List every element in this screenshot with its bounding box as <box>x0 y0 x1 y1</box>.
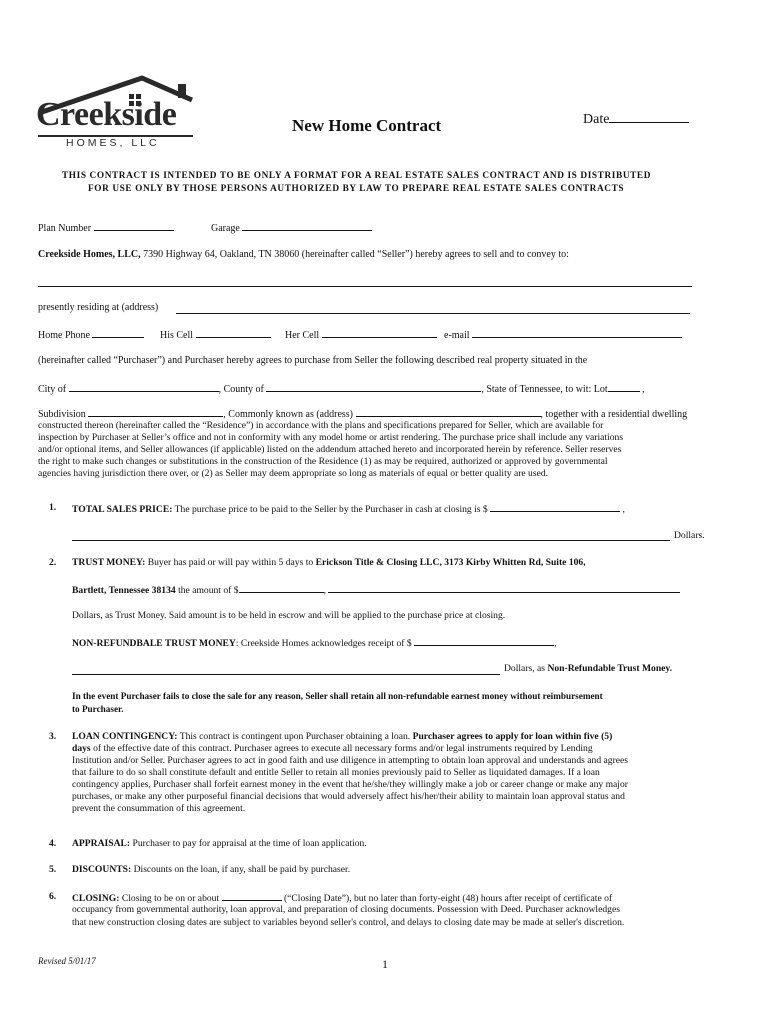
seller-text: 7390 Highway 64, Oakland, TN 38060 (hereinafter called “Seller”) hereby agrees to sell and to convey to: <box>143 249 569 260</box>
state-label: , State of Tennessee, to wit: Lot <box>481 384 608 395</box>
purchaser-name-line[interactable] <box>38 286 692 287</box>
his-cell-field[interactable] <box>160 328 271 342</box>
section-1-dollars: Dollars. <box>674 530 705 541</box>
paragraph-line: contingency applies, Purchaser shall forfeit earnest money in the event that he/she/they willingly make a job or career change or make any major <box>72 779 628 790</box>
seller-line <box>38 248 569 261</box>
company-logo <box>34 72 199 152</box>
seller-name: Creekside Homes, LLC, <box>38 249 141 260</box>
garage-label: Garage <box>211 223 240 234</box>
section-6-text: Closing to be on or about <box>121 893 220 904</box>
section-number: 6. <box>49 891 57 902</box>
section-number: 1. <box>49 502 57 513</box>
paragraph-line: agencies having jurisdiction there over, or (2) as Seller may deem appropriate so long as materials of equal or better quality are used. <box>38 468 549 479</box>
non-refundable-dollars-bold: Non-Refundable Trust Money. <box>547 663 673 674</box>
section-2-line-1 <box>72 557 586 569</box>
paragraph-line: that failure to do so shall constitute default and entitle Seller to retain all monies previously paid to Seller as liquidated damages. If a loan <box>72 767 600 778</box>
section-5-heading: DISCOUNTS: <box>72 864 132 875</box>
section-5-line <box>72 864 350 876</box>
plan-number-label: Plan Number <box>38 223 92 234</box>
date-field[interactable] <box>583 112 689 128</box>
residing-label: presently residing at (address) <box>38 302 159 313</box>
logo-subtitle: HOMES, LLC <box>66 137 160 149</box>
paragraph-line: prevent the consummation of this agreement. <box>72 803 246 814</box>
section-3-text: of the effective date of this contract. Purchaser agrees to execute all necessary forms and/or legal instruments required by Lending <box>93 743 593 754</box>
city-label: City of <box>38 384 67 395</box>
her-cell-field[interactable] <box>285 328 437 342</box>
email-field[interactable] <box>444 328 682 342</box>
paragraph-line: purchases, or make any other purposeful financial decisions that would adversely affect his/her/their ability to maintain loan approval status and <box>72 791 625 802</box>
section-3-line-2 <box>72 743 593 755</box>
plan-number-field[interactable] <box>38 221 174 235</box>
section-3-line-1 <box>72 731 612 743</box>
section-2-heading: TRUST MONEY: <box>72 557 146 568</box>
revised-date: Revised 5/01/17 <box>38 956 96 966</box>
city-county-line[interactable]: City of , County of , State of Tennessee, to wit: Lot , <box>38 384 645 395</box>
non-refundable-heading: NON-REFUNDBALE TRUST MONEY <box>72 638 236 649</box>
section-3-text: This contract is contingent upon Purchaser obtaining a loan. <box>179 731 411 742</box>
subdivision-label: Subdivision <box>38 409 86 420</box>
section-3-heading: LOAN CONTINGENCY: <box>72 731 178 742</box>
section-3-bold-text: Purchaser agrees to apply for loan within five (5) <box>412 731 613 742</box>
section-6-line-1[interactable] <box>72 891 612 905</box>
section-number: 5. <box>49 864 57 875</box>
non-refundable-line[interactable]: NON-REFUNDBALE TRUST MONEY: Creekside Homes acknowledges receipt of $ , <box>72 638 557 649</box>
title-company: Erickson Title & Closing LLC, 3173 Kirby Whitten Rd, Suite 106, <box>315 557 586 568</box>
section-4-text: Purchaser to pay for appraisal at the time of loan application. <box>132 838 367 849</box>
her-cell-label: Her Cell <box>285 330 320 341</box>
section-4-line <box>72 838 367 850</box>
non-refundable-dollars-text: Dollars, as <box>504 663 546 674</box>
paragraph-line: that new construction closing dates are subject to variables beyond seller's control, and delays to closing date may be made at seller's discretion. <box>72 917 625 928</box>
county-label: , County of <box>218 384 264 395</box>
section-2-line-2[interactable]: Bartlett, Tennessee 38134 the amount of $ , <box>72 583 680 597</box>
forfeit-line-2: to Purchaser. <box>72 704 124 714</box>
section-6-text: (“Closing Date”), but no later than forty-eight (48) hours after receipt of certificate of <box>283 893 613 904</box>
section-number: 2. <box>49 557 57 568</box>
amount-label: the amount of $ <box>178 585 239 596</box>
paragraph-line: inspection by Purchaser at Seller’s office and not in conformity with any model home or artist rendering. The purchase price shall include any variations <box>38 432 624 443</box>
paragraph-line: and/or optional items, and Seller allowances (if applicable) listed on the addendum attached hereto and incorporated herein by reference. Seller reserves <box>38 444 622 455</box>
email-label: e-mail <box>444 330 470 341</box>
page-number: 1 <box>382 957 388 971</box>
trust-money-statement: Dollars, as Trust Money. Said amount is to be held in escrow and will be applied to the purchase price at closing. <box>72 610 506 621</box>
page-title: New Home Contract <box>292 116 442 135</box>
home-phone-label: Home Phone <box>38 330 90 341</box>
sales-price-words-line[interactable] <box>72 540 670 541</box>
logo-name: Creekside <box>36 96 177 133</box>
section-1-heading: TOTAL SALES PRICE: <box>72 504 173 515</box>
subdivision-line[interactable] <box>38 407 687 421</box>
commonly-known-label: , Commonly known as (address) <box>223 409 354 420</box>
disclaimer-line-1: THIS CONTRACT IS INTENDED TO BE ONLY A FORMAT FOR A REAL ESTATE SALES CONTRACT AND IS DISTRIBUTED <box>62 171 652 181</box>
section-5-text: Discounts on the loan, if any, shall be paid by purchaser. <box>133 864 351 875</box>
paragraph-line: Institution and/or Seller. Purchaser agrees to act in good faith and use diligence in attempting to obtain loan approval and understands and agrees <box>72 755 629 766</box>
paragraph-line: the right to make such changes or substitutions in the construction of the Residence (1) as may be required, authorized or approved by governmental <box>38 456 608 467</box>
home-phone-field[interactable] <box>38 328 144 342</box>
non-refundable-dollars <box>504 663 672 675</box>
non-refundable-words-line[interactable] <box>72 674 500 675</box>
section-2-text: Buyer has paid or will pay within 5 days to <box>147 557 314 568</box>
section-3-days: days <box>72 743 91 754</box>
section-number: 4. <box>49 838 57 849</box>
residing-address-line[interactable] <box>176 313 690 314</box>
section-number: 3. <box>49 731 57 742</box>
section-1-text: The purchase price to be paid to the Seller by the Purchaser in cash at closing is $ <box>174 504 488 515</box>
together-label: , together with a residential dwelling <box>540 409 688 420</box>
his-cell-label: His Cell <box>160 330 194 341</box>
section-6-heading: CLOSING: <box>72 893 120 904</box>
section-4-heading: APPRAISAL: <box>72 838 131 849</box>
garage-field[interactable] <box>211 221 372 235</box>
section-1-line[interactable]: TOTAL SALES PRICE: The purchase price to be paid to the Seller by the Purchaser in cash at closing is $ , <box>72 504 625 515</box>
disclaimer-line-2: FOR USE ONLY BY THOSE PERSONS AUTHORIZED BY LAW TO PREPARE REAL ESTATE SALES CONTRACTS <box>88 184 625 194</box>
paragraph-line: occupancy from governmental authority, loan approval, and preparation of closing documents. Possession with Deed. Purchaser acknowledges <box>72 904 620 915</box>
purchaser-statement: (hereinafter called “Purchaser”) and Purchaser hereby agrees to purchase from Seller the following described real property situated in the <box>38 355 588 366</box>
paragraph-line: constructed thereon (hereinafter called the “Residence”) in accordance with the plans and specifications prepared for Seller, which are available for <box>38 420 604 431</box>
forfeit-line-1: In the event Purchaser fails to close the sale for any reason, Seller shall retain all non-refundable earnest money without reimbursement <box>72 691 603 701</box>
date-label: Date <box>583 112 610 127</box>
non-refundable-text: : Creekside Homes acknowledges receipt of $ <box>235 638 412 649</box>
title-company-city: Bartlett, Tennessee 38134 <box>72 585 176 596</box>
